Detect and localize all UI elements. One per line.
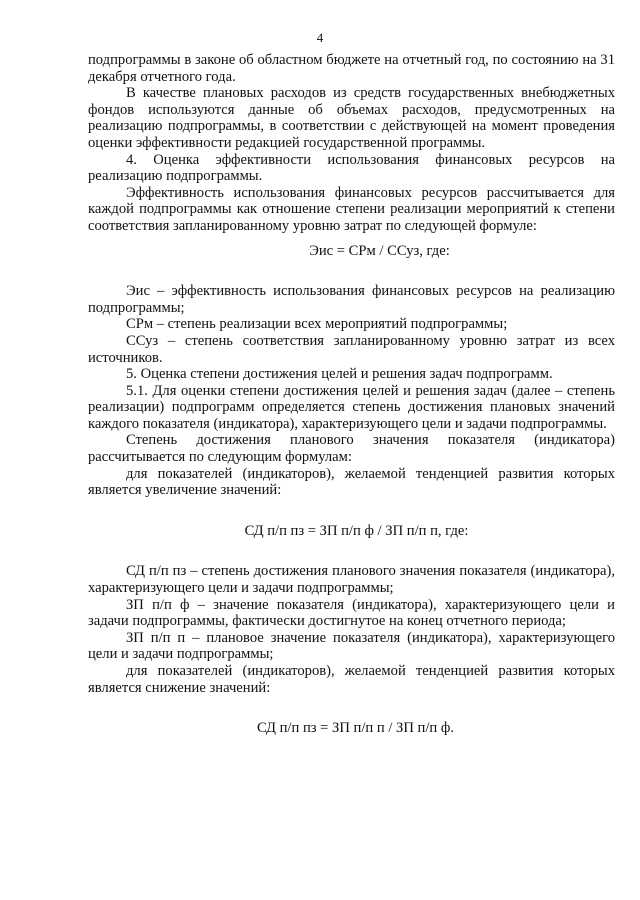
paragraph: 5.1. Для оценки степени достижения целей и решения задач (далее – степень реализации) подпрограмм определяется степень достижения плановых значений каждого показателя (индикатора), характеризующего цели и задачи подпрограммы. xyxy=(88,382,615,432)
definition-item: СРм – степень реализации всех мероприятий подпрограммы; xyxy=(126,316,508,333)
definition-item: ССуз – степень соответствия запланированному уровню затрат из всех источников. xyxy=(88,332,615,366)
page-body xyxy=(88,52,615,737)
formula-decrease: СД п/п пз = ЗП п/п п / ЗП п/п ф. xyxy=(257,720,454,737)
section-heading: 4. Оценка эффективности использования финансовых ресурсов на реализацию подпрограммы. xyxy=(88,151,615,185)
page-number: 4 xyxy=(316,30,324,45)
definition-item: СД п/п пз – степень достижения планового значения показателя (индикатора), характеризующего цели и задачи подпрограммы; xyxy=(88,563,615,597)
paragraph: подпрограммы в законе об областном бюджете на отчетный год, по состоянию на 31 декабря отчетного года. xyxy=(88,52,615,85)
formula-increase: СД п/п пз = ЗП п/п ф / ЗП п/п п, где: xyxy=(244,522,469,539)
section-heading: 5. Оценка степени достижения целей и решения задач подпрограмм. xyxy=(126,366,553,383)
paragraph: для показателей (индикаторов), желаемой тенденцией развития которых является снижение значений: xyxy=(88,663,615,696)
paragraph: В качестве плановых расходов из средств государственных внебюджетных фондов используются данные об объемах расходов, предусмотренных на реализацию подпрограммы, в соответствии с действующей на момент проведения оценки эффективности редакцией государственной программы. xyxy=(88,85,615,151)
paragraph: Эффективность использования финансовых ресурсов рассчитывается для каждой подпрограммы как отношение степени реализации мероприятий к степени соответствия запланированному уровню затрат по следующей формуле: xyxy=(88,184,615,234)
paragraph: Степень достижения планового значения показателя (индикатора) рассчитывается по следующим формулам: xyxy=(88,432,615,466)
paragraph: для показателей (индикаторов), желаемой тенденцией развития которых является увеличение значений: xyxy=(88,465,615,499)
definition-item: Эис – эффективность использования финансовых ресурсов на реализацию подпрограммы; xyxy=(88,283,615,316)
definition-item: ЗП п/п ф – значение показателя (индикатора), характеризующего цели и задачи подпрограммы, фактически достигнутое на конец отчетного периода; xyxy=(88,596,615,630)
formula-efficiency: Эис = СРм / ССуз, где: xyxy=(309,242,450,259)
definition-item: ЗП п/п п – плановое значение показателя (индикатора), характеризующего цели и задачи подпрограммы; xyxy=(88,629,615,663)
